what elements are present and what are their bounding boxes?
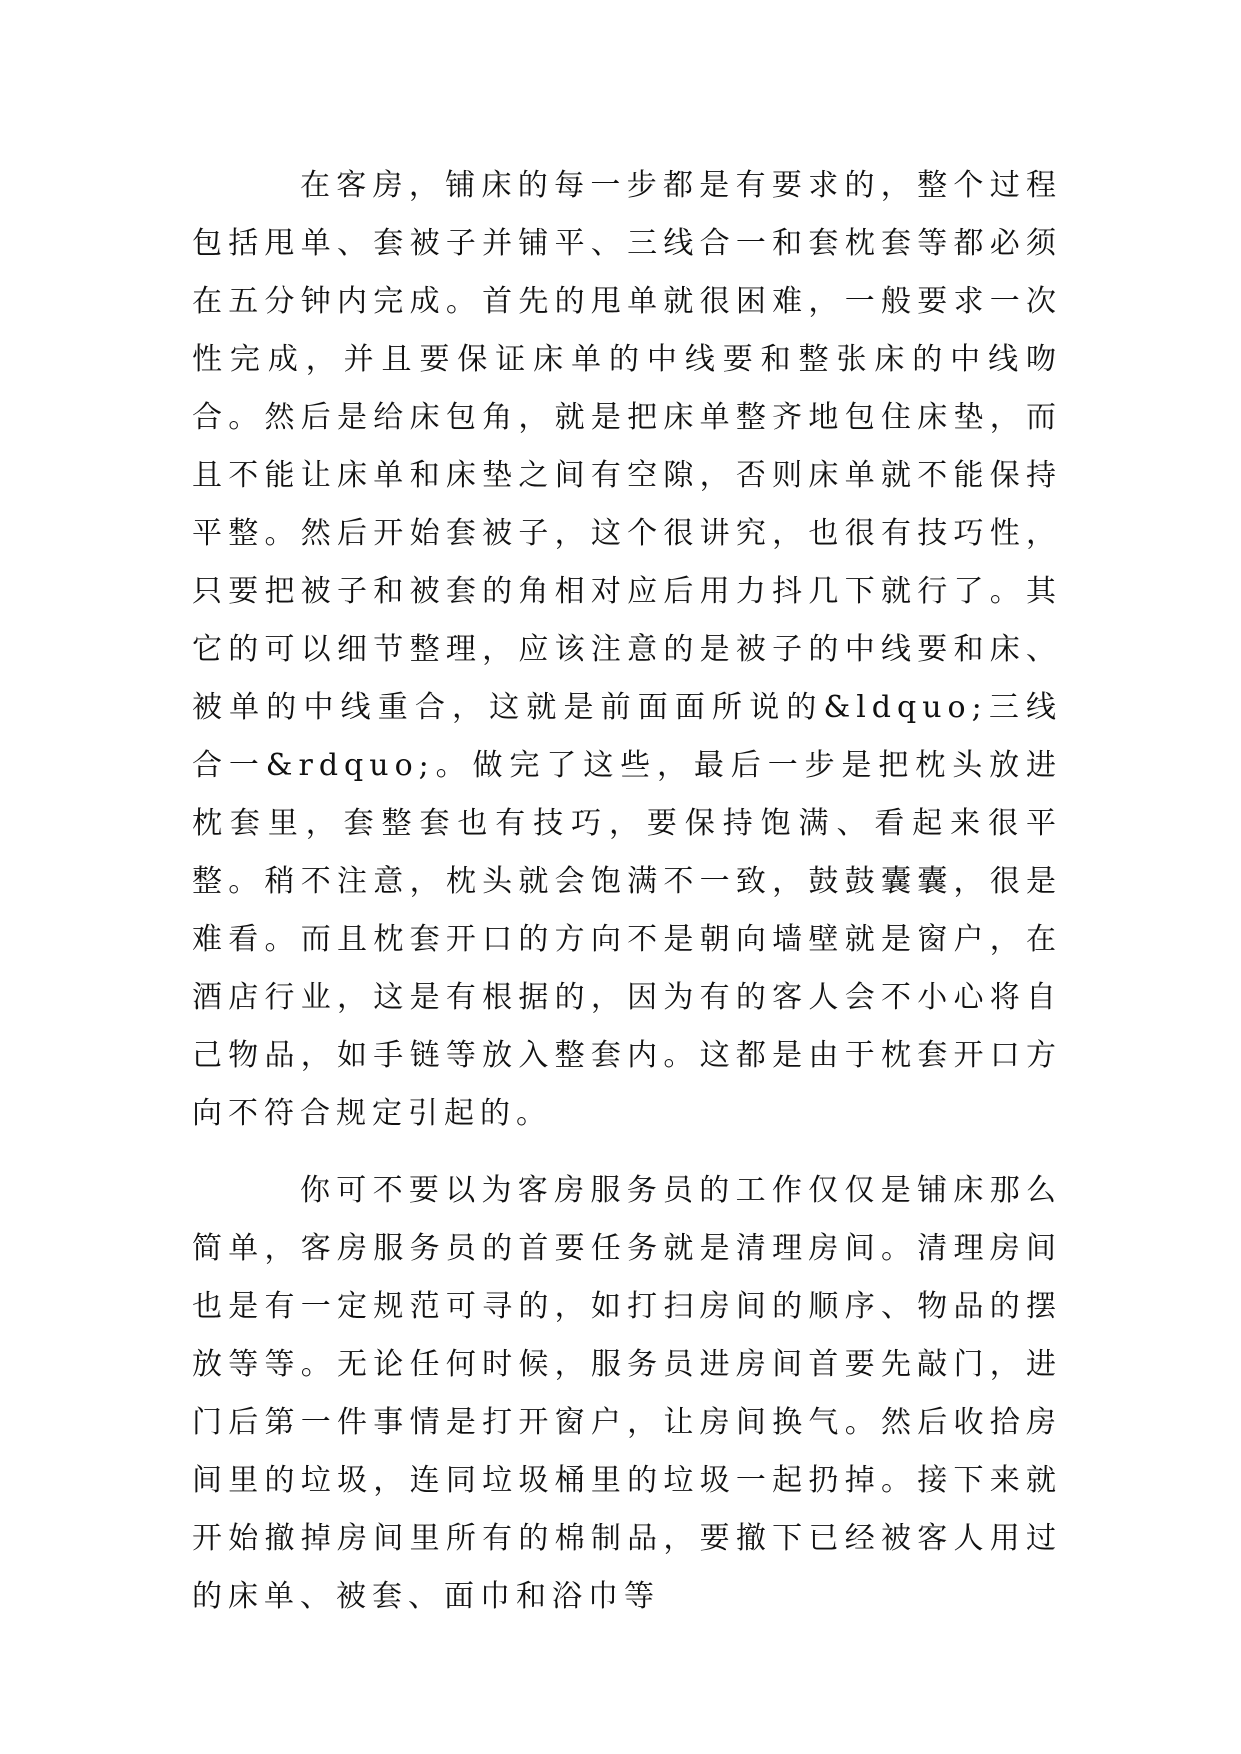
paragraph-room-cleaning: 你可不要以为客房服务员的工作仅仅是铺床那么简单，客房服务员的首要任务就是清理房间。清理房间也是有一定规范可寻的，如打扫房间的顺序、物品的摆放等等。无论任何时候，服务员进房间首要先敲门，进门后第一件事情是打开窗户，让房间换气。然后收拾房间里的垃圾，连同垃圾桶里的垃圾一起扔掉。接下来就开始撤掉房间里所有的棉制品，要撤下已经被客人用过的床单、被套、面巾和浴巾等: [192, 1173, 1062, 1614]
paragraph-bed-making: 在客房，铺床的每一步都是有要求的，整个过程包括甩单、套被子并铺平、三线合一和套枕套等都必须在五分钟内完成。首先的甩单就很困难，一般要求一次性完成，并且要保证床单的中线要和整张床的中线吻合。然后是给床包角，就是把床单整齐地包住床垫，而且不能让床单和床垫之间有空隙，否则床单就不能保持平整。然后开始套被子，这个很讲究，也很有技巧性，只要把被子和被套的角相对应后用力抖几下就行了。其它的可以细节整理，应该注意的是被子的中线要和床、被单的中线重合，这就是前面面所说的&ldquo;三线合一&rdquo;。做完了这些，最后一步是把枕头放进枕套里，套整套也有技巧，要保持饱满、看起来很平整。稍不注意，枕头就会饱满不一致，鼓鼓囊囊，很是难看。而且枕套开口的方向不是朝向墙壁就是窗户，在酒店行业，这是有根据的，因为有的客人会不小心将自己物品，如手链等放入整套内。这都是由于枕套开口方向不符合规定引起的。: [192, 168, 1062, 1131]
